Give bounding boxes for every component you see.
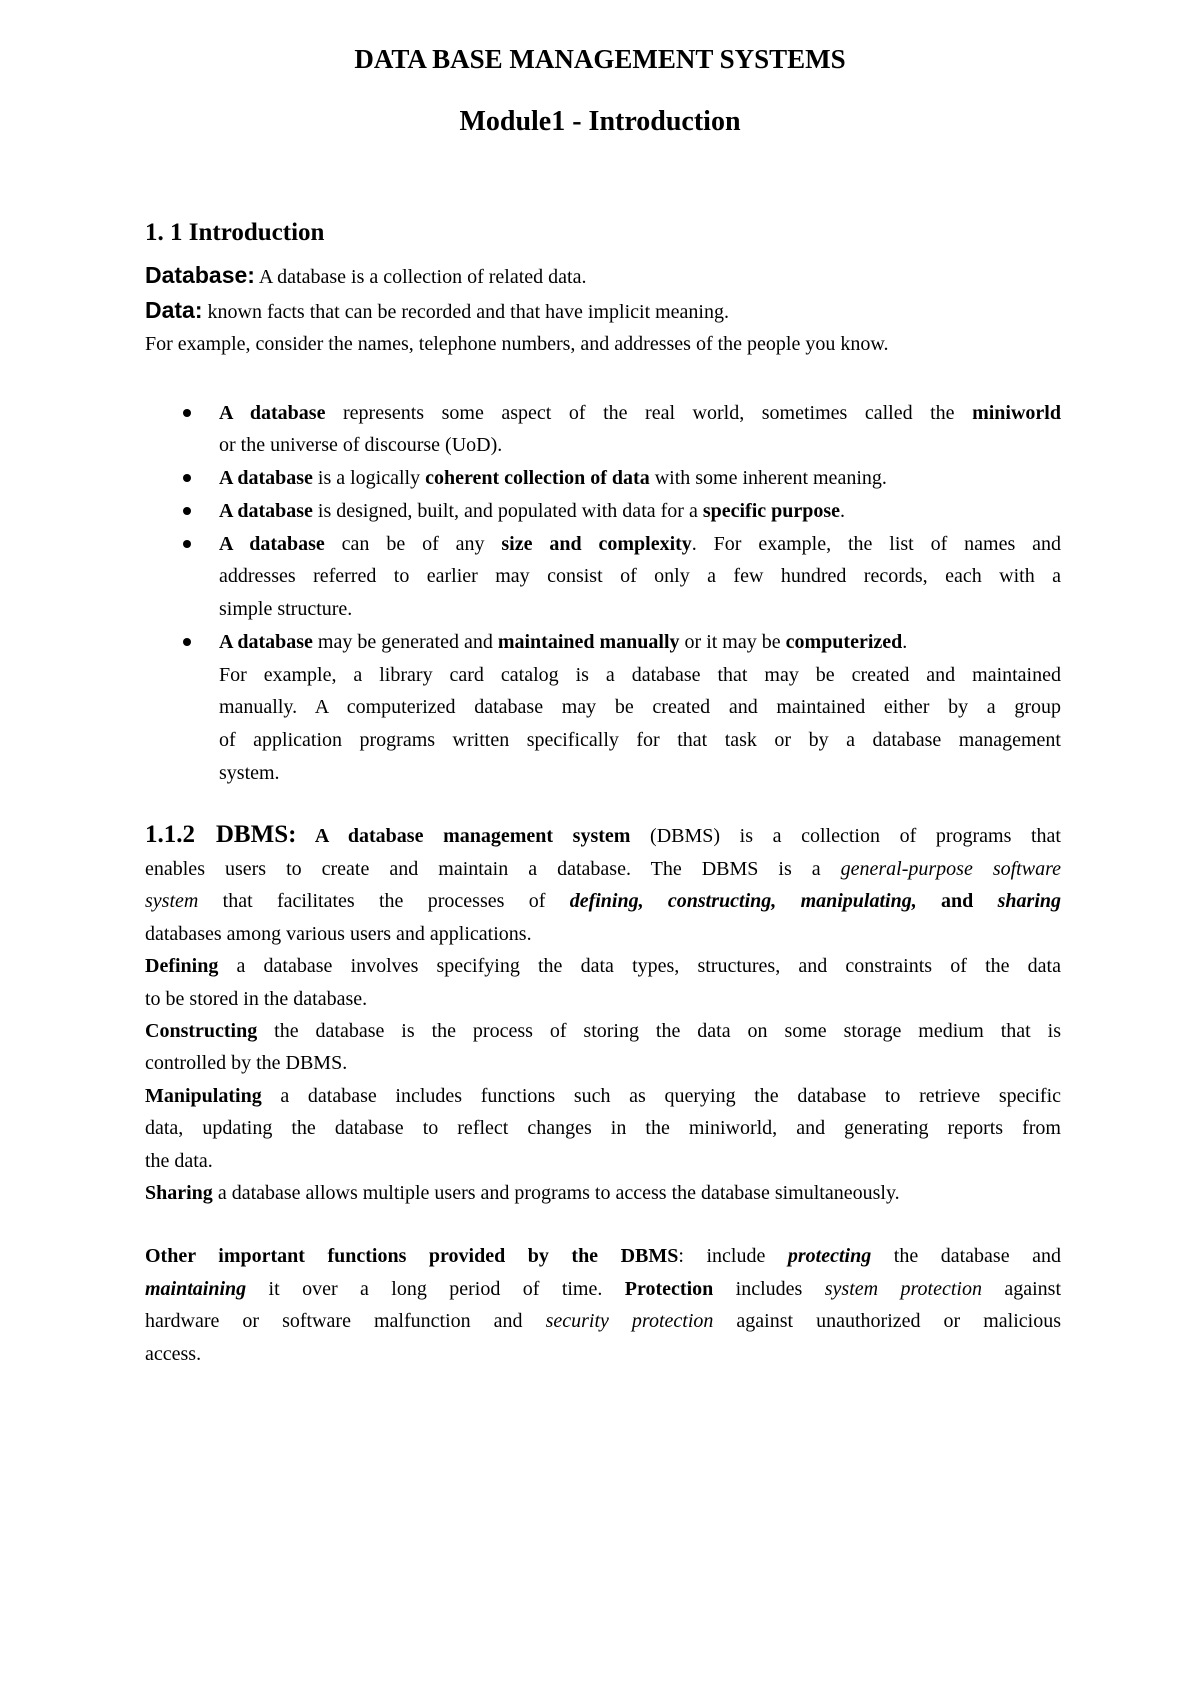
data-definition — [145, 297, 729, 325]
bullet-1-line-1: A database represents some aspect of the real world, sometimes called the miniworld — [219, 402, 1061, 424]
manipulating-line-2: data, updating the database to reflect changes in the miniworld, and generating reports from — [145, 1117, 1061, 1139]
document-title: DATA BASE MANAGEMENT SYSTEMS — [354, 44, 846, 74]
database-term: Database: — [145, 262, 255, 288]
database-definition-text: A database is a collection of related data. — [254, 266, 587, 288]
bullet-dot — [183, 474, 191, 482]
bullet-4-line-2: addresses referred to earlier may consist of only a few hundred records, each with a — [219, 565, 1061, 587]
other-functions-line-4: access. — [145, 1343, 202, 1365]
bullet-5-line-3: manually. A computerized database may be created and maintained either by a group — [219, 696, 1061, 718]
data-term: Data: — [145, 297, 203, 323]
bullet-5-line-5: system. — [219, 762, 280, 784]
defining-line-2: to be stored in the database. — [145, 988, 368, 1010]
section-heading-dbms: 1.1.2 DBMS: — [145, 821, 297, 848]
constructing-line-2: controlled by the DBMS. — [145, 1052, 348, 1074]
dbms-paragraph-line-4: databases among various users and applications. — [145, 923, 532, 945]
database-definition — [145, 262, 586, 290]
bullet-3: A database is designed, built, and populated with data for a specific purpose. — [219, 500, 846, 522]
bullet-dot — [183, 540, 191, 548]
bullet-dot — [183, 409, 191, 417]
defining-line-1: Defining a database involves specifying the data types, structures, and constraints of the data — [145, 955, 1061, 977]
sharing-line: Sharing a database allows multiple users and programs to access the database simultaneously. — [145, 1182, 900, 1204]
dbms-paragraph-line-3: system that facilitates the processes of defining, constructing, manipulating, and sharing — [145, 890, 1061, 912]
constructing-line-1: Constructing the database is the process of storing the data on some storage medium that is — [145, 1020, 1061, 1042]
manipulating-line-1: Manipulating a database includes functions such as querying the database to retrieve specific — [145, 1085, 1061, 1107]
other-functions-line-1: Other important functions provided by the DBMS: include protecting the database and — [145, 1245, 1061, 1267]
module-title: Module1 - Introduction — [459, 106, 741, 137]
other-functions-line-3: hardware or software malfunction and security protection against unauthorized or malicious — [145, 1310, 1061, 1332]
bullet-dot — [183, 507, 191, 515]
section-heading-introduction: 1. 1 Introduction — [145, 219, 325, 246]
example-line: For example, consider the names, telephone numbers, and addresses of the people you know. — [145, 333, 889, 355]
bullet-5-line-2: For example, a library card catalog is a database that may be created and maintained — [219, 664, 1061, 686]
data-definition-text: known facts that can be recorded and that have implicit meaning. — [202, 301, 729, 323]
bullet-5-line-4: of application programs written specifically for that task or by a database management — [219, 729, 1061, 751]
dbms-paragraph-line-1: 1.1.2 DBMS: A database management system (DBMS) is a collection of programs that — [145, 821, 1061, 848]
manipulating-line-3: the data. — [145, 1150, 213, 1172]
dbms-paragraph-line-2: enables users to create and maintain a database. The DBMS is a general-purpose software — [145, 858, 1061, 880]
bullet-2: A database is a logically coherent collection of data with some inherent meaning. — [219, 467, 887, 489]
bullet-5-line-1: A database may be generated and maintained manually or it may be computerized. — [219, 631, 908, 653]
bullet-4-line-1: A database can be of any size and complexity. For example, the list of names and — [219, 533, 1062, 555]
other-functions-line-2: maintaining it over a long period of time. Protection includes system protection against — [145, 1278, 1062, 1300]
bullet-1-line-2: or the universe of discourse (UoD). — [219, 434, 503, 456]
bullet-dot — [183, 638, 191, 646]
bullet-4-line-3: simple structure. — [219, 598, 353, 620]
